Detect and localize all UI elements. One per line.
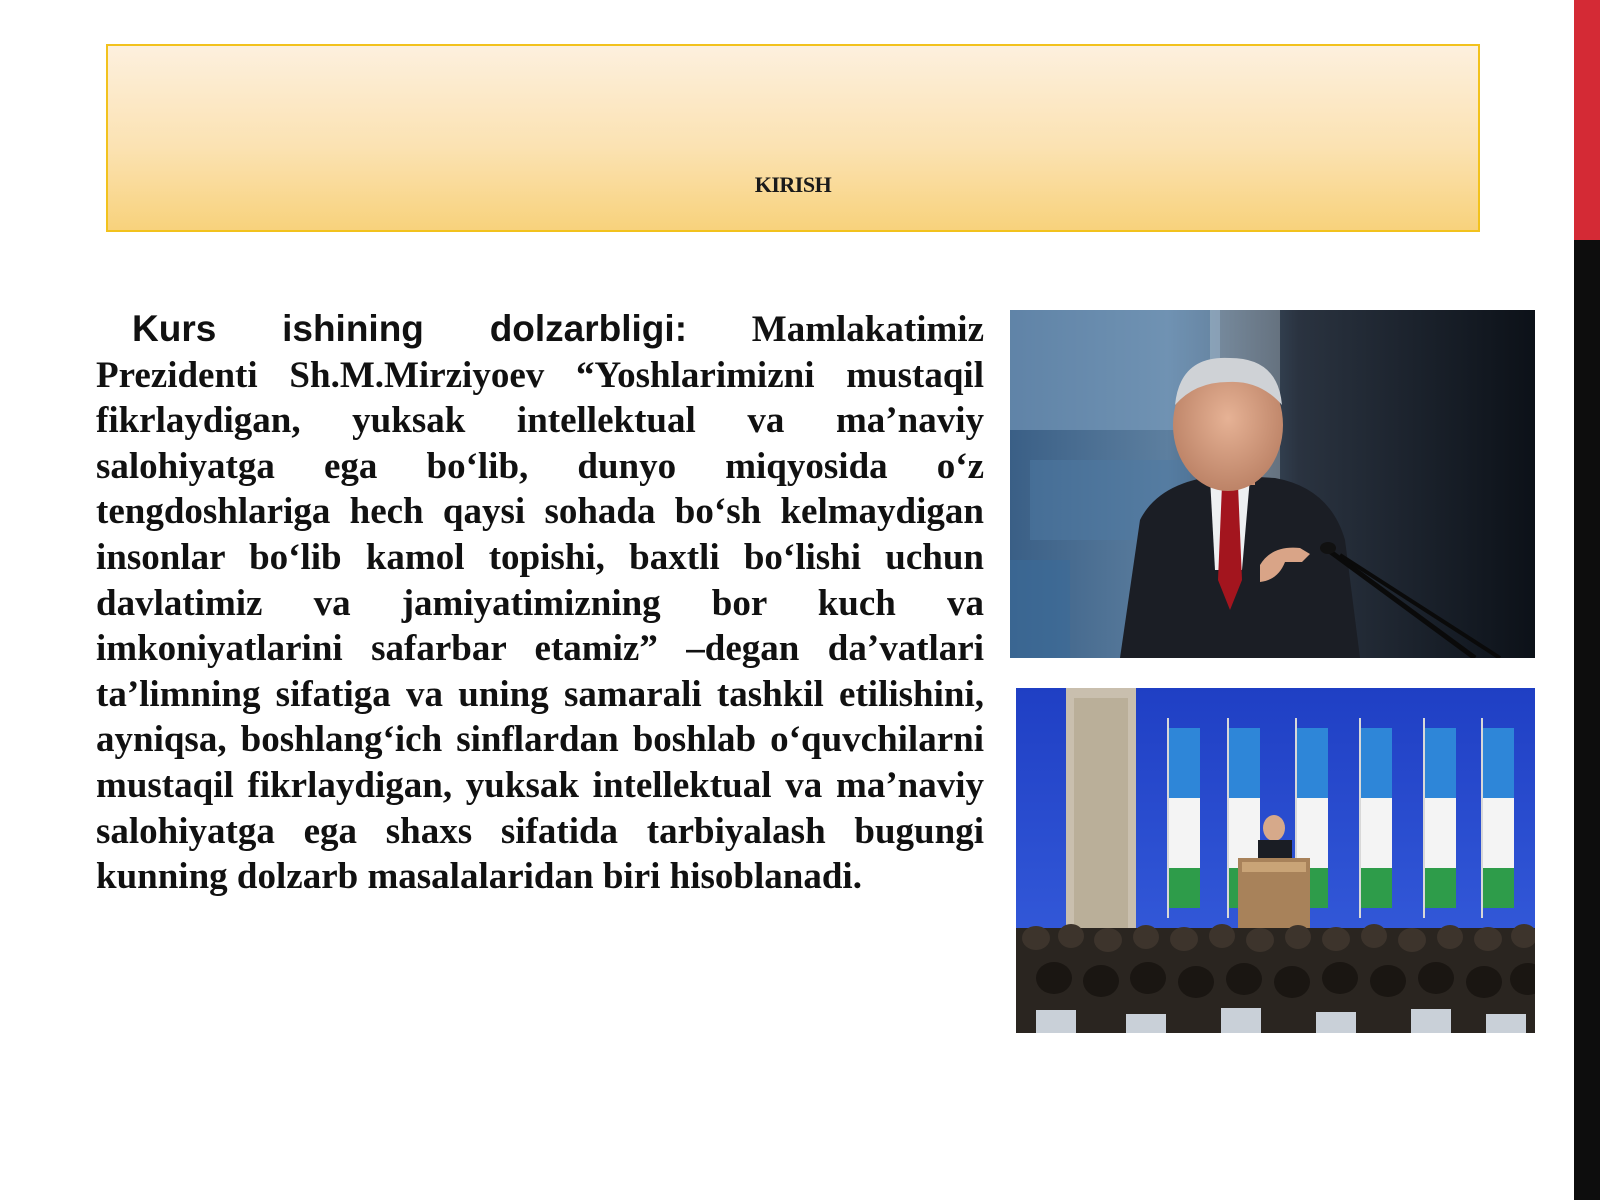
slide-title: KIRISH xyxy=(754,172,832,197)
edge-bar-accent xyxy=(1574,0,1600,240)
body-text: Mamlakatimiz Prezidenti Sh.M.Mirziyoev “Yoshlarimizni mustaqil fikrlaydigan, yuksak intellektual va ma’naviy salohiyatga ega bo‘lib, dunyo miqyosida o‘z tengdoshlariga hech qaysi sohada bo‘sh kelmaydigan insonlar bo‘lib kamol topishi, baxtli bo‘lishi uchun davlatimiz va jamiyatimizning bor kuch va imkoniyatlarini safarbar etamiz” –degan da’vatlari ta’limning sifatiga va uning samarali tashkil etilishini, ayniqsa, boshlang‘ich sinflardan boshlab o‘quvchilarni mustaqil fikrlaydigan, yuksak intellektual va ma’naviy salohiyatga ega shaxs sifatida tarbiyalash bugungi kunning dolzarb masalalaridan biri hisoblanadi. xyxy=(96,309,985,898)
speaker-photo xyxy=(1010,310,1535,658)
lead-text: Kurs ishining dolzarbligi: xyxy=(132,308,688,349)
title-box xyxy=(106,44,1480,232)
body-paragraph xyxy=(96,306,984,900)
assembly-photo xyxy=(1016,688,1535,1033)
